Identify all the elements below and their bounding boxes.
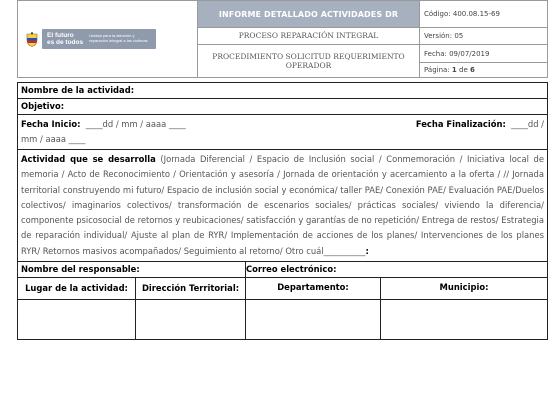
activity-type-label: Actividad que se desarrolla	[21, 154, 156, 164]
start-date-label: Fecha Inicio:	[21, 119, 81, 129]
colombia-seal-icon	[26, 32, 38, 47]
place-column[interactable]: Lugar de la actividad:	[18, 278, 136, 300]
responsible-name-field[interactable]: Nombre del responsable:	[18, 262, 246, 278]
municipality-column[interactable]: Municipio:	[381, 278, 548, 300]
end-date-blank[interactable]: ____dd /	[511, 119, 544, 129]
start-date-blank[interactable]: ____dd / mm / aaaa ____	[85, 119, 186, 129]
municipality-value[interactable]	[381, 300, 548, 340]
brand-main-text: El futuro es de todos	[47, 32, 84, 46]
activity-type-field[interactable]: Actividad que se desarrolla (Jornada Diferencial / Espacio de Inclusión social / Conmemoración / Iniciativa local de memoria / Acto de Reconocimiento / Orientación y asesoría / Jornada de orientación y acercamiento a la oferta / // Jornada territorial construyendo mi futuro/ Espacio de inclusión social y económica/ taller PAE/ Conexión PAE/ Evaluación PAE/Duelos colectivos/ imaginarios colectivos/ transformación de escenarios sociales/ prácticas sociales/ viviendo la diferencia/ componente psicosocial de retornos y reubicaciones/ satisfacción y garantías de no repetición/ Entrega de restos/ Estrategia de reparación individual/ Ajuste al plan de RYR/ Implementación de acciones de los planes/ Intervenciones de los planes RYR/ Retornos masivos acompañados/ Seguimiento al retorno/ Otro cuál__________:	[18, 150, 548, 262]
territorial-column[interactable]: Dirección Territorial:	[136, 278, 246, 300]
objective-field[interactable]: Objetivo:	[18, 99, 548, 115]
brand-banner	[42, 29, 156, 49]
document-header	[17, 0, 548, 78]
place-value[interactable]	[18, 300, 136, 340]
document-code: Código: 400.08.15-69	[420, 1, 548, 28]
end-date-label: Fecha Finalización:	[415, 119, 506, 129]
document-title: INFORME DETALLADO ACTIVIDADES DR	[198, 1, 420, 28]
procedure-name: PROCEDIMIENTO SOLICITUD REQUERIMIENTO OPERADOR	[198, 44, 420, 77]
activity-type-options: (Jornada Diferencial / Espacio de Inclusión social / Conmemoración / Iniciativa local de memoria / Acto de Reconocimiento / Orientación y asesoría / Jornada de orientación y acercamiento a la oferta / // Jornada territorial construyendo mi futuro/ Espacio de inclusión social y económica/ taller PAE/ Conexión PAE/ Evaluación PAE/Duelos colectivos/ imaginarios colectivos/ transformación de escenarios sociales/ prácticas sociales/ viviendo la diferencia/ componente psicosocial de retornos y reubicaciones/ satisfacción y garantías de no repetición/ Entrega de restos/ Estrategia de reparación individual/ Ajuste al plan de RYR/ Implementación de acciones de los planes/ Intervenciones de los planes RYR/ Retornos masivos acompañados/ Seguimiento al retorno/ Otro cuál__________	[21, 154, 545, 256]
brand-sub-text: Unidad para la atención y reparación integral a las víctimas	[89, 33, 148, 43]
logo-cell	[18, 1, 198, 78]
end-date-blank-cont[interactable]: mm / aaaa ____	[21, 134, 86, 144]
email-field[interactable]: Correo electrónico:	[246, 262, 548, 278]
territorial-value[interactable]	[136, 300, 246, 340]
document-date: Fecha: 09/07/2019	[420, 44, 548, 63]
activity-form	[17, 82, 548, 340]
department-column[interactable]: Departamento:	[246, 278, 381, 300]
activity-name-field[interactable]: Nombre de la actividad:	[18, 83, 548, 99]
department-value[interactable]	[246, 300, 381, 340]
document-version: Versión: 05	[420, 28, 548, 45]
dates-field[interactable]	[18, 115, 548, 150]
process-name: PROCESO REPARACIÓN INTEGRAL	[198, 28, 420, 45]
page-number: Página: 1 de 6	[420, 63, 548, 78]
